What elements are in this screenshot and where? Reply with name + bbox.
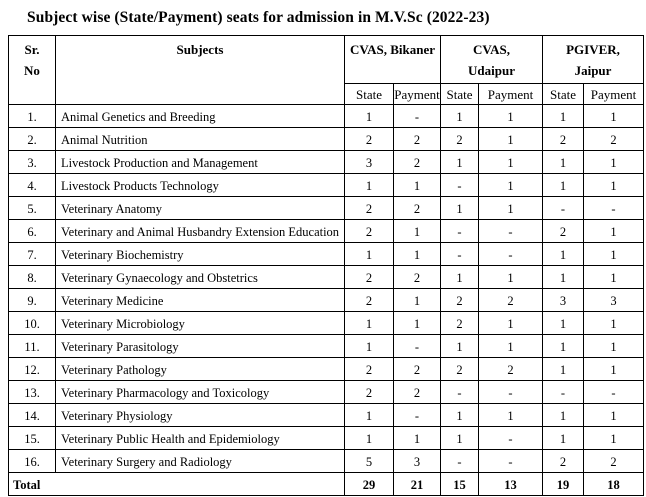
row-seat-value: 1: [543, 404, 584, 427]
row-sr-no: 5.: [9, 197, 56, 220]
total-seat-value: 13: [479, 473, 543, 496]
header-payment: Payment: [479, 84, 543, 105]
row-seat-value: 1: [479, 335, 543, 358]
row-subject: Veterinary Surgery and Radiology: [56, 450, 345, 473]
row-seat-value: 2: [479, 289, 543, 312]
row-seat-value: 2: [394, 381, 441, 404]
row-sr-no: 9.: [9, 289, 56, 312]
row-seat-value: 1: [584, 151, 644, 174]
header-sr-line1: Sr.: [24, 42, 40, 57]
row-seat-value: 1: [479, 312, 543, 335]
row-sr-no: 2.: [9, 128, 56, 151]
table-header: [9, 36, 644, 105]
row-sr-no: 10.: [9, 312, 56, 335]
table-row: [9, 197, 644, 220]
row-sr-no: 13.: [9, 381, 56, 404]
row-seat-value: 1: [345, 105, 394, 128]
row-seat-value: 1: [479, 128, 543, 151]
header-group-pgiver-jaipur: [543, 36, 644, 84]
row-sr-no: 14.: [9, 404, 56, 427]
header-group-line2: Jaipur: [574, 63, 612, 78]
row-seat-value: 1: [584, 174, 644, 197]
header-state: State: [441, 84, 479, 105]
row-seat-value: 1: [584, 427, 644, 450]
row-seat-value: -: [441, 381, 479, 404]
row-seat-value: -: [394, 335, 441, 358]
row-seat-value: -: [584, 197, 644, 220]
row-seat-value: -: [479, 450, 543, 473]
row-seat-value: 1: [543, 358, 584, 381]
row-seat-value: 1: [345, 174, 394, 197]
row-seat-value: -: [479, 243, 543, 266]
header-group-line2: Udaipur: [468, 63, 515, 78]
table-row: [9, 312, 644, 335]
row-subject: Veterinary Anatomy: [56, 197, 345, 220]
row-seat-value: 3: [543, 289, 584, 312]
row-sr-no: 8.: [9, 266, 56, 289]
header-group-row: [9, 36, 644, 84]
row-seat-value: 1: [543, 174, 584, 197]
total-seat-value: 19: [543, 473, 584, 496]
total-seat-value: 29: [345, 473, 394, 496]
row-subject: Animal Nutrition: [56, 128, 345, 151]
row-seat-value: 2: [345, 197, 394, 220]
row-subject: Veterinary Microbiology: [56, 312, 345, 335]
row-seat-value: 2: [479, 358, 543, 381]
row-seat-value: 2: [345, 128, 394, 151]
row-seat-value: 1: [394, 312, 441, 335]
row-sr-no: 16.: [9, 450, 56, 473]
row-seat-value: 1: [479, 266, 543, 289]
row-seat-value: 1: [441, 151, 479, 174]
row-seat-value: 1: [394, 427, 441, 450]
row-seat-value: 1: [441, 197, 479, 220]
row-seat-value: 1: [479, 105, 543, 128]
row-seat-value: 5: [345, 450, 394, 473]
table-body: [9, 105, 644, 496]
total-row: [9, 473, 644, 496]
row-seat-value: -: [394, 105, 441, 128]
row-seat-value: 1: [441, 404, 479, 427]
table-row: [9, 381, 644, 404]
page-title: Subject wise (State/Payment) seats for admission in M.V.Sc (2022-23): [27, 9, 490, 26]
row-seat-value: 1: [394, 220, 441, 243]
row-seat-value: 1: [584, 220, 644, 243]
row-seat-value: 1: [543, 335, 584, 358]
table-row: [9, 105, 644, 128]
row-seat-value: -: [441, 450, 479, 473]
row-seat-value: 1: [479, 197, 543, 220]
row-seat-value: 1: [441, 427, 479, 450]
row-seat-value: -: [584, 381, 644, 404]
row-subject: Veterinary Biochemistry: [56, 243, 345, 266]
table-row: [9, 128, 644, 151]
row-sr-no: 15.: [9, 427, 56, 450]
total-label: Total: [9, 473, 345, 496]
row-seat-value: -: [479, 381, 543, 404]
row-seat-value: 2: [394, 151, 441, 174]
row-seat-value: 2: [394, 266, 441, 289]
row-seat-value: -: [479, 427, 543, 450]
header-group-cvas-udaipur: [441, 36, 543, 84]
row-seat-value: 1: [345, 312, 394, 335]
row-sr-no: 12.: [9, 358, 56, 381]
row-seat-value: 2: [345, 381, 394, 404]
row-seat-value: 1: [479, 404, 543, 427]
row-seat-value: 2: [394, 128, 441, 151]
row-seat-value: 1: [479, 151, 543, 174]
row-seat-value: 1: [543, 151, 584, 174]
row-seat-value: 1: [441, 266, 479, 289]
row-seat-value: 3: [584, 289, 644, 312]
row-seat-value: 2: [345, 266, 394, 289]
row-seat-value: 2: [441, 312, 479, 335]
table-row: [9, 174, 644, 197]
row-seat-value: 1: [479, 174, 543, 197]
row-seat-value: -: [394, 404, 441, 427]
row-seat-value: 2: [394, 358, 441, 381]
row-sr-no: 7.: [9, 243, 56, 266]
table-row: [9, 220, 644, 243]
row-seat-value: 1: [543, 243, 584, 266]
row-seat-value: 2: [441, 289, 479, 312]
header-sr-line2: No: [24, 63, 40, 78]
row-subject: Animal Genetics and Breeding: [56, 105, 345, 128]
header-group-line1: CVAS,: [473, 42, 510, 57]
row-subject: Veterinary Public Health and Epidemiology: [56, 427, 345, 450]
total-seat-value: 18: [584, 473, 644, 496]
row-seat-value: 1: [394, 289, 441, 312]
row-sr-no: 11.: [9, 335, 56, 358]
table-row: [9, 266, 644, 289]
row-seat-value: 2: [345, 289, 394, 312]
row-seat-value: 1: [584, 266, 644, 289]
row-seat-value: 2: [584, 128, 644, 151]
row-subject: Veterinary Gynaecology and Obstetrics: [56, 266, 345, 289]
total-seat-value: 21: [394, 473, 441, 496]
seats-table: [8, 35, 644, 496]
table-row: [9, 243, 644, 266]
row-subject: Veterinary Pharmacology and Toxicology: [56, 381, 345, 404]
row-seat-value: 1: [441, 335, 479, 358]
row-sr-no: 6.: [9, 220, 56, 243]
row-seat-value: 1: [345, 427, 394, 450]
total-seat-value: 15: [441, 473, 479, 496]
row-subject: Veterinary Pathology: [56, 358, 345, 381]
row-seat-value: 1: [394, 174, 441, 197]
header-group-line1: CVAS, Bikaner: [350, 42, 436, 57]
row-seat-value: 2: [345, 220, 394, 243]
table-row: [9, 335, 644, 358]
row-subject: Veterinary Physiology: [56, 404, 345, 427]
table-row: [9, 151, 644, 174]
row-seat-value: -: [543, 197, 584, 220]
row-seat-value: 1: [584, 358, 644, 381]
row-seat-value: 2: [543, 450, 584, 473]
row-seat-value: 1: [345, 243, 394, 266]
row-seat-value: 1: [584, 105, 644, 128]
row-seat-value: -: [441, 220, 479, 243]
row-seat-value: 2: [345, 358, 394, 381]
row-subject: Veterinary and Animal Husbandry Extension Education: [56, 220, 345, 243]
table-row: [9, 358, 644, 381]
row-seat-value: 2: [394, 197, 441, 220]
row-seat-value: -: [479, 220, 543, 243]
header-payment: Payment: [584, 84, 644, 105]
row-subject: Livestock Production and Management: [56, 151, 345, 174]
header-group-line1: PGIVER,: [566, 42, 620, 57]
table-row: [9, 289, 644, 312]
table-row: [9, 404, 644, 427]
header-subjects: Subjects: [56, 36, 345, 105]
row-seat-value: 1: [543, 427, 584, 450]
row-sr-no: 3.: [9, 151, 56, 174]
row-seat-value: 1: [345, 335, 394, 358]
header-state: State: [345, 84, 394, 105]
row-sr-no: 4.: [9, 174, 56, 197]
row-sr-no: 1.: [9, 105, 56, 128]
row-seat-value: 2: [543, 128, 584, 151]
row-seat-value: 1: [441, 105, 479, 128]
table-row: [9, 450, 644, 473]
row-seat-value: -: [441, 243, 479, 266]
row-seat-value: 1: [543, 105, 584, 128]
row-seat-value: -: [543, 381, 584, 404]
row-seat-value: 2: [441, 128, 479, 151]
row-seat-value: 1: [584, 335, 644, 358]
header-sr-no: [9, 36, 56, 105]
row-subject: Veterinary Medicine: [56, 289, 345, 312]
row-seat-value: 3: [394, 450, 441, 473]
row-seat-value: 1: [543, 266, 584, 289]
row-seat-value: 1: [584, 404, 644, 427]
row-seat-value: 2: [441, 358, 479, 381]
row-seat-value: 1: [584, 243, 644, 266]
row-seat-value: 3: [345, 151, 394, 174]
row-seat-value: 2: [543, 220, 584, 243]
row-subject: Livestock Products Technology: [56, 174, 345, 197]
row-seat-value: 1: [345, 404, 394, 427]
row-seat-value: 1: [394, 243, 441, 266]
row-seat-value: -: [441, 174, 479, 197]
header-payment: Payment: [394, 84, 441, 105]
row-seat-value: 2: [584, 450, 644, 473]
header-group-cvas-bikaner: [345, 36, 441, 84]
table-row: [9, 427, 644, 450]
row-seat-value: 1: [543, 312, 584, 335]
header-state: State: [543, 84, 584, 105]
row-seat-value: 1: [584, 312, 644, 335]
row-subject: Veterinary Parasitology: [56, 335, 345, 358]
